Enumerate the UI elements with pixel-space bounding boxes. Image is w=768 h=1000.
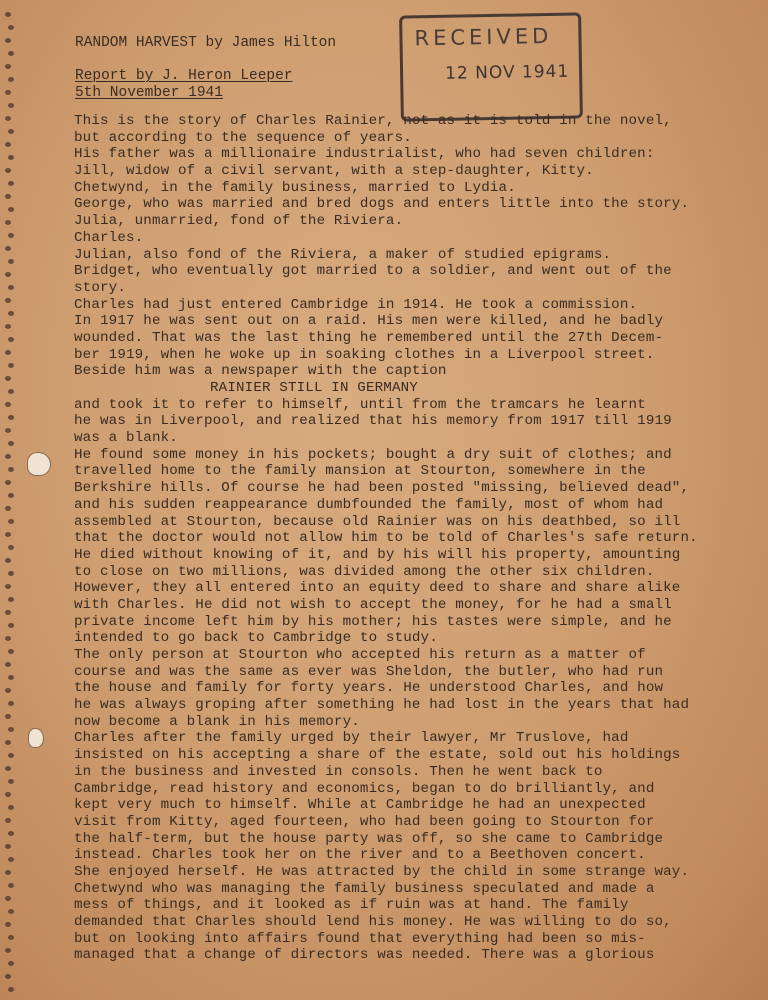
body-line: Beside him was a newspaper with the caption: [74, 363, 447, 380]
body-line: His father was a millionaire industrialist, who had seven children:: [74, 146, 655, 163]
perforation-hole: [8, 233, 14, 238]
perforation-hole: [5, 896, 11, 901]
perforation-hole: [8, 831, 14, 836]
body-line: to close on two millions, was divided among the other six children.: [74, 563, 655, 580]
paper-tear-lower: [28, 728, 44, 748]
perforation-hole: [8, 337, 14, 342]
perforation-hole: [8, 649, 14, 654]
stamp-word: RECEIVED: [414, 23, 553, 51]
body-line: This is the story of Charles Rainier, not as it is told in the novel,: [74, 113, 672, 129]
body-line: He died without knowing of it, and by his will his property, amounting: [74, 546, 681, 563]
perforation-hole: [5, 12, 11, 17]
body-line: The only person at Stourton who accepted his return as a matter of: [74, 647, 646, 663]
perforation-hole: [5, 90, 11, 95]
body-line: that the doctor would not allow him to be told of Charles's safe return.: [74, 530, 698, 547]
body-line: instead. Charles took her on the river and to a Beethoven concert.: [74, 847, 646, 864]
perforation-hole: [8, 545, 14, 550]
perforation-hole: [8, 129, 14, 134]
perforation-hole: [8, 103, 14, 108]
report-author: Report by J. Heron Leeper: [75, 68, 293, 84]
body-line: but on looking into affairs found that everything had been so mis-: [74, 930, 646, 947]
body-line: he was in Liverpool, and realized that his memory from 1917 till 1919: [74, 413, 672, 430]
perforation-hole: [8, 623, 14, 628]
perforation-hole: [5, 714, 11, 719]
body-line: kept very much to himself. While at Cambridge he had an unexpected: [74, 797, 646, 814]
perforation-hole: [8, 805, 14, 810]
perforation-hole: [5, 870, 11, 875]
document-title: RANDOM HARVEST by James Hilton: [75, 35, 337, 51]
perforation-hole: [8, 701, 14, 706]
perforation-hole: [8, 285, 14, 290]
perforation-hole: [5, 610, 11, 615]
body-line: She enjoyed herself. He was attracted by the child in some strange way.: [74, 863, 690, 880]
perforation-hole: [5, 168, 11, 173]
body-line: story.: [74, 279, 126, 296]
body-line: wounded. That was the last thing he remembered until the 27th Decem-: [74, 329, 664, 346]
body-line: Bridget, who eventually got married to a soldier, and went out of the: [74, 263, 672, 280]
body-line: now become a blank in his memory.: [74, 713, 360, 730]
body-line: George, who was married and bred dogs and enters little into the story.: [74, 196, 690, 213]
body-line: and took it to refer to himself, until from the tramcars he learnt: [74, 396, 646, 413]
perforation-hole: [8, 883, 14, 888]
body-line: Jill, widow of a civil servant, with a step-daughter, Kitty.: [74, 163, 594, 180]
perforation-hole: [5, 662, 11, 667]
body-line: He found some money in his pockets; bought a dry suit of clothes; and: [74, 446, 672, 463]
perforation-hole: [5, 272, 11, 277]
perforation-hole: [5, 428, 11, 433]
perforation-hole: [8, 597, 14, 602]
perforation-hole: [5, 740, 11, 745]
perforation-hole: [8, 961, 14, 966]
paper-tear-upper: [27, 452, 51, 476]
perforation-hole: [5, 194, 11, 199]
perforation-hole: [5, 116, 11, 121]
perforation-hole: [5, 220, 11, 225]
perforation-hole: [5, 792, 11, 797]
perforation-hole: [8, 259, 14, 264]
body-line: in the business and invested in consols. Then he went back to: [74, 763, 603, 780]
body-line: Chetwynd who was managing the family business speculated and made a: [74, 880, 655, 897]
newspaper-caption: RAINIER STILL IN GERMANY: [210, 380, 418, 396]
body-line: the half-term, but the house party was off, so she came to Cambridge: [74, 830, 664, 847]
perforation-hole: [5, 324, 11, 329]
perforation-hole: [8, 753, 14, 758]
perforation-hole: [8, 857, 14, 862]
perforation-hole: [8, 675, 14, 680]
body-line: insisted on his accepting a share of the estate, sold out his holdings: [74, 747, 681, 764]
perforation-hole: [5, 376, 11, 381]
perforation-hole: [8, 779, 14, 784]
perforation-hole: [8, 51, 14, 56]
perforation-hole: [8, 207, 14, 212]
perforation-hole: [8, 935, 14, 940]
body-line: managed that a change of directors was needed. There was a glorious: [74, 947, 655, 964]
perforation-hole: [5, 246, 11, 251]
perforation-hole: [5, 38, 11, 43]
perforation-hole: [5, 948, 11, 953]
perforation-hole: [8, 493, 14, 498]
perforation-hole: [8, 77, 14, 82]
body-line: mess of things, and it looked as if ruin was at hand. The family: [74, 897, 629, 914]
perforation-hole: [5, 350, 11, 355]
body-line: Charles.: [74, 229, 144, 246]
body-line: Berkshire hills. Of course he had been posted "missing, believed dead",: [74, 480, 690, 497]
body-line: Julia, unmarried, fond of the Riviera.: [74, 213, 404, 230]
perforation-hole: [8, 519, 14, 524]
report-body: [74, 113, 764, 964]
perforated-edge: [0, 0, 24, 1000]
perforation-hole: [5, 636, 11, 641]
report-date: 5th November 1941: [75, 85, 223, 101]
perforation-hole: [5, 584, 11, 589]
perforation-hole: [5, 402, 11, 407]
perforation-hole: [8, 441, 14, 446]
body-line: assembled at Stourton, because old Rainier was on his deathbed, so ill: [74, 513, 681, 530]
body-line: with Charles. He did not wish to accept the money, for he had a small: [74, 596, 672, 613]
perforation-hole: [8, 363, 14, 368]
body-line: but according to the sequence of years.: [74, 129, 412, 146]
perforation-hole: [5, 64, 11, 69]
stamp-date: 12 NOV 1941: [444, 61, 570, 84]
perforation-hole: [8, 311, 14, 316]
body-line: Chetwynd, in the family business, married to Lydia.: [74, 179, 516, 196]
perforation-hole: [5, 974, 11, 979]
perforation-hole: [5, 766, 11, 771]
body-line: Julian, also fond of the Riviera, a maker of studied epigrams.: [74, 246, 612, 263]
perforation-hole: [5, 298, 11, 303]
perforation-hole: [5, 818, 11, 823]
body-line: In 1917 he was sent out on a raid. His men were killed, and he badly: [74, 313, 664, 330]
body-line: However, they all entered into an equity deed to share and share alike: [74, 580, 681, 597]
body-line: Charles after the family urged by their lawyer, Mr Truslove, had: [74, 730, 629, 747]
body-line: Cambridge, read history and economics, began to do brilliantly, and: [74, 780, 655, 797]
body-line: ber 1919, when he woke up in soaking clothes in a Liverpool street.: [74, 346, 655, 363]
body-line: he was always groping after something he had lost in the years that had: [74, 697, 690, 714]
received-stamp: [399, 12, 583, 121]
perforation-hole: [5, 506, 11, 511]
body-line: Charles had just entered Cambridge in 1914. He took a commission.: [74, 296, 638, 313]
body-line: course and was the same as ever was Sheldon, the butler, who had run: [74, 663, 664, 680]
body-line: travelled home to the family mansion at Stourton, somewhere in the: [74, 463, 646, 480]
perforation-hole: [8, 25, 14, 30]
perforation-hole: [5, 454, 11, 459]
body-line: intended to go back to Cambridge to study.: [74, 630, 438, 647]
body-line: private income left him by his mother; his tastes were simple, and he: [74, 613, 672, 630]
body-line: was a blank.: [74, 430, 178, 447]
perforation-hole: [5, 558, 11, 563]
perforation-hole: [8, 727, 14, 732]
body-line: visit from Kitty, aged fourteen, who had been going to Stourton for: [74, 813, 655, 830]
perforation-hole: [5, 480, 11, 485]
body-line: and his sudden reappearance dumbfounded the family, most of whom had: [74, 496, 664, 513]
perforation-hole: [8, 987, 14, 992]
perforation-hole: [8, 909, 14, 914]
perforation-hole: [5, 922, 11, 927]
perforation-hole: [5, 532, 11, 537]
perforation-hole: [8, 571, 14, 576]
perforation-hole: [5, 688, 11, 693]
perforation-hole: [8, 155, 14, 160]
perforation-hole: [8, 467, 14, 472]
body-line: demanded that Charles should lend his money. He was willing to do so,: [74, 914, 672, 930]
perforation-hole: [8, 181, 14, 186]
perforation-hole: [8, 389, 14, 394]
perforation-hole: [8, 415, 14, 420]
body-line: the house and family for forty years. He understood Charles, and how: [74, 680, 664, 697]
perforation-hole: [5, 142, 11, 147]
perforation-hole: [5, 844, 11, 849]
